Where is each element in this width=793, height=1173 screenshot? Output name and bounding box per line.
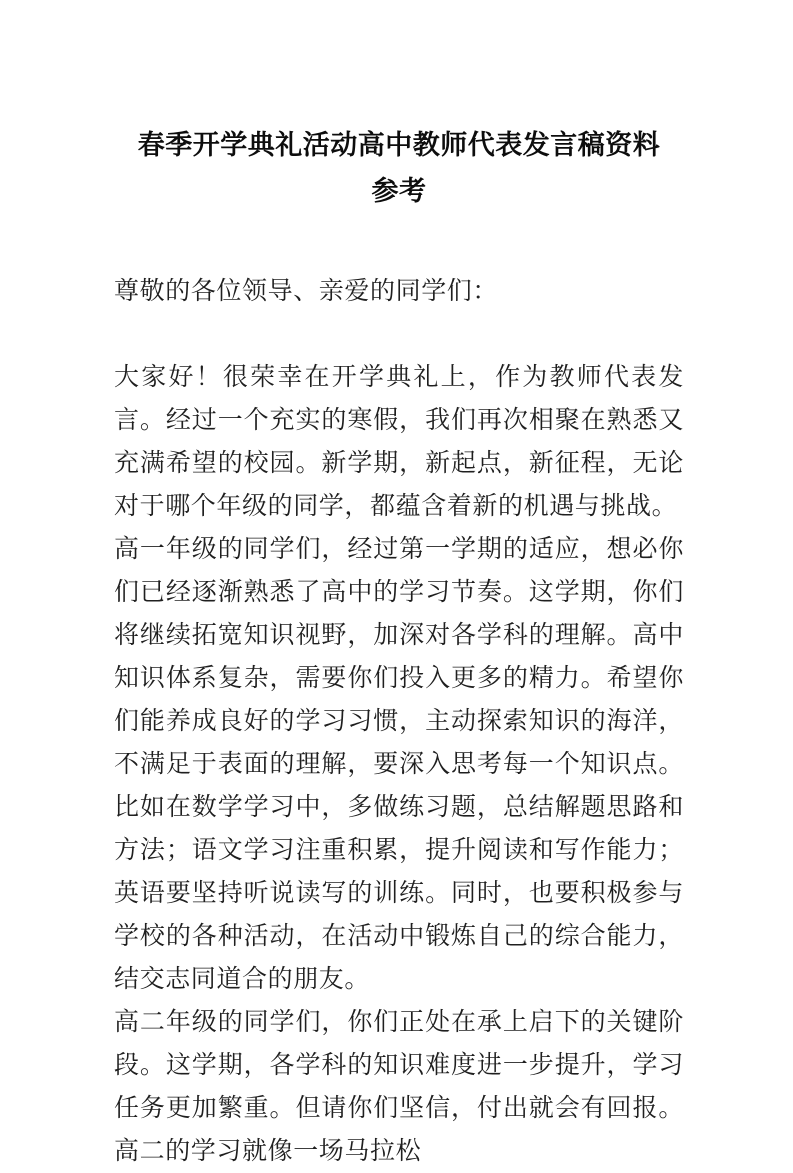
body-paragraph-3: 高二年级的同学们，你们正处在承上启下的关键阶段。这学期，各学科的知识难度进一步提升，学习任务更加繁重。但请你们坚信，付出就会有回报。高二的学习就像一场马拉松: [114, 1009, 684, 1165]
document-body: [114, 270, 684, 1173]
body-paragraph-1: 大家好！很荣幸在开学典礼上，作为教师代表发言。经过一个充实的寒假，我们再次相聚在熟悉又充满希望的校园。新学期，新起点，新征程，无论对于哪个年级的同学，都蕴含着新的机遇与挑战。: [114, 364, 684, 520]
salutation-line: 尊敬的各位领导、亲爱的同学们：: [114, 278, 499, 305]
page-title: 春季开学典礼活动高中教师代表发言稿资料参考: [137, 130, 661, 206]
document-content: [114, 122, 684, 1173]
body-paragraph-2: 高一年级的同学们，经过第一学期的适应，想必你们已经逐渐熟悉了高中的学习节奏。这学期，你们将继续拓宽知识视野，加深对各学科的理解。高中知识体系复杂，需要你们投入更多的精力。希望你们能养成良好的学习习惯，主动探索知识的海洋，不满足于表面的理解，要深入思考每一个知识点。比如在数学学习中，多做练习题，总结解题思路和方法；语文学习注重积累，提升阅读和写作能力；英语要坚持听说读写的训练。同时，也要积极参与学校的各种活动，在活动中锻炼自己的综合能力，结交志同道合的朋友。: [114, 536, 684, 993]
